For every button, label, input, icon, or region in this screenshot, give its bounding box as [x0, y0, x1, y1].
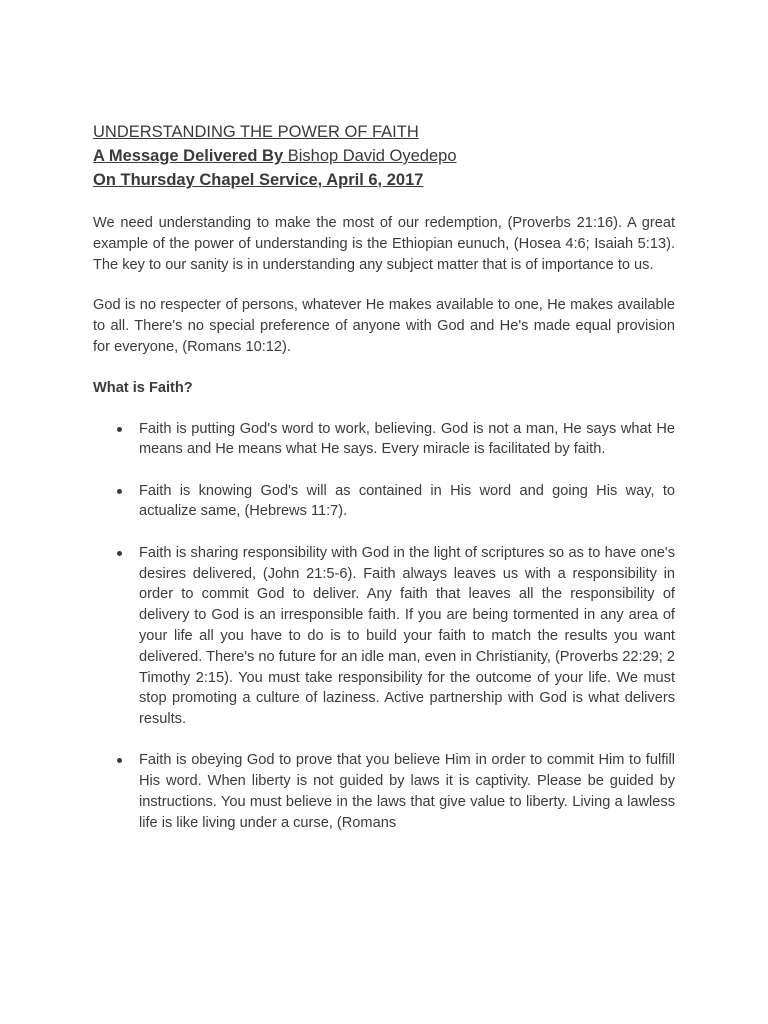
list-item: [93, 419, 675, 461]
paragraph-2: God is no respecter of persons, whatever He makes available to one, He makes available to all. There's no special preference of anyone with God and He's made equal provision for everyone, (Romans 10:12).: [93, 297, 675, 355]
bullet-text-4: Faith is obeying God to prove that you believe Him in order to commit Him to fulfill His word. When liberty is not guided by laws it is captivity. Please be guided by instructions. You must believe in the laws that give value to liberty. Living a lawless life is like living under a curse, (Romans: [139, 752, 675, 831]
byline-prefix: A Message Delivered By: [93, 147, 288, 165]
document-page: [93, 120, 675, 834]
bullet-text-3: Faith is sharing responsibility with God in the light of scriptures so as to have one's desires delivered, (John 21:5-6). Faith always leaves us with a responsibility in order to commit God to deliver. Any faith that leaves all the responsibility of delivery to God is an irresponsible faith. If you are being tormented in any area of your life all you have to do is to build your faith to match the results you want delivered. There's no future for an idle man, even in Christianity, (Proverbs 22:29; 2 Timothy 2:15). You must take responsibility for the outcome of your life. We must stop promoting a culture of laziness. Active partnership with God is what delivers results.: [139, 544, 676, 728]
list-item: [93, 750, 675, 833]
service-line: On Thursday Chapel Service, April 6, 2017: [93, 171, 424, 189]
bullet-icon: [117, 427, 122, 432]
bullet-text-2: Faith is knowing God's will as contained in His word and going His way, to actualize same, (Hebrews 11:7).: [139, 482, 675, 520]
section-heading: What is Faith?: [93, 379, 193, 396]
byline-name: Bishop David Oyedepo: [287, 147, 457, 165]
bullet-list: [93, 419, 675, 834]
bullet-icon: [117, 551, 122, 556]
list-item: [93, 481, 675, 523]
list-item: [93, 543, 675, 730]
paragraph-1: We need understanding to make the most of our redemption, (Proverbs 21:16). A great example of the power of understanding is the Ethiopian eunuch, (Hosea 4:6; Isaiah 5:13). The key to our sanity is in understanding any subject matter that is of importance to us.: [93, 215, 675, 273]
bullet-text-1: Faith is putting God's word to work, believing. God is not a man, He says what He means and He means what He says. Every miracle is facilitated by faith.: [139, 420, 675, 458]
byline: [93, 144, 675, 168]
bullet-icon: [117, 758, 122, 763]
document-title: UNDERSTANDING THE POWER OF FAITH: [93, 123, 419, 141]
bullet-icon: [117, 489, 122, 494]
